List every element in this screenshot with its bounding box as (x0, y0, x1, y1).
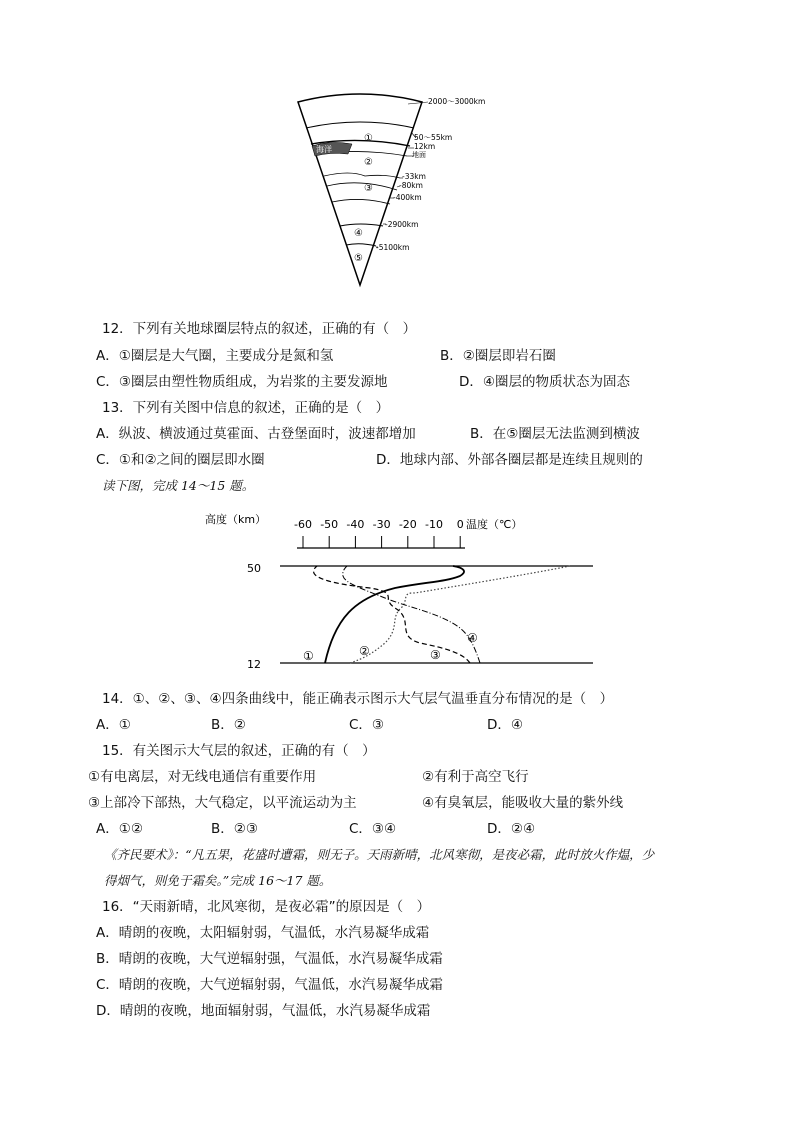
q14-option-d: D．④ (487, 717, 523, 733)
curve-mark-2: ② (359, 644, 370, 658)
q15-statement-4: ④有臭氧层，能吸收大量的紫外线 (422, 795, 624, 811)
depth-label: -2900km (385, 220, 419, 229)
q16-option-b: B．晴朗的夜晚，大气逆辐射强，气温低，水汽易凝华成霜 (96, 951, 443, 967)
depth-label: -5100km (376, 243, 410, 252)
q16-option-d: D．晴朗的夜晚，地面辐射弱，气温低，水汽易凝华成霜 (96, 1003, 431, 1019)
scale-tick-label: -20 (398, 518, 417, 531)
depth-label: 地面 (412, 151, 426, 159)
y-top-label: 50 (247, 562, 261, 575)
curve-mark-3: ③ (430, 648, 441, 662)
q14-stem: 14．①、②、③、④四条曲线中，能正确表示图示大气层气温垂直分布情况的是（ ） (102, 691, 614, 707)
y-bottom-label: 12 (247, 658, 261, 671)
q12-option-a: A．①圈层是大气圈，主要成分是氮和氢 (96, 348, 334, 364)
q12-stem: 12．下列有关地球圈层特点的叙述，正确的有（ ） (102, 321, 417, 337)
q13-option-d: D．地球内部、外部各圈层都是连续且规则的 (376, 452, 643, 468)
q15-stem: 15．有关图示大气层的叙述，正确的有（ ） (102, 743, 376, 759)
earth-layers-diagram (290, 90, 500, 290)
depth-label: -400km (393, 193, 422, 202)
depth-label: -80km (399, 181, 423, 190)
layer-mark-3: ③ (364, 183, 373, 194)
q12-option-c: C．③圈层由塑性物质组成，为岩浆的主要发源地 (96, 374, 388, 390)
scale-tick-label: 0 (456, 518, 464, 531)
q14-option-a: A．① (96, 717, 131, 733)
q14-option-b: B．② (211, 717, 246, 733)
ocean-label: 海洋 (316, 145, 332, 154)
depth-label: 12km (414, 142, 436, 151)
curve-mark-1: ① (303, 649, 314, 663)
q16-stem: 16．“天雨新晴，北风寒彻，是夜必霜”的原因是（ ） (102, 899, 431, 915)
scale-tick-label: -30 (372, 518, 391, 531)
q16-option-c: C．晴朗的夜晚，大气逆辐射弱，气温低，水汽易凝华成霜 (96, 977, 443, 993)
q16-option-a: A．晴朗的夜晚，太阳辐射弱，气温低，水汽易凝华成霜 (96, 925, 430, 941)
read-note: 读下图，完成 14～15 题。 (102, 478, 255, 493)
layer-mark-4: ④ (354, 228, 363, 239)
curve-mark-4: ④ (467, 631, 478, 645)
temperature-chart (195, 508, 605, 673)
passage-line-1: 《齐民要术》：“凡五果，花盛时遭霜，则无子。天雨新晴，北风寒彻，是夜必霜，此时放火作煴，少 (104, 847, 655, 862)
q12-option-b: B．②圈层即岩石圈 (440, 348, 556, 364)
scale-tick-label: -60 (294, 518, 312, 531)
q13-stem: 13．下列有关图中信息的叙述，正确的是（ ） (102, 400, 390, 416)
scale-tick-label: -10 (425, 518, 443, 531)
q13-option-b: B．在⑤圈层无法监测到横波 (470, 426, 640, 442)
q14-option-c: C．③ (349, 717, 385, 733)
layer-mark-1: ① (364, 133, 373, 144)
depth-label: -33km (402, 172, 426, 181)
layer-mark-2: ② (364, 157, 373, 168)
chart-xlabel: 温度（℃） (466, 518, 523, 531)
q15-option-c: C．③④ (349, 821, 397, 837)
q13-option-c: C．①和②之间的圈层即水圈 (96, 452, 265, 468)
depth-label: 50～55km (414, 133, 453, 142)
curve-2 (350, 566, 570, 663)
depth-label: 2000～3000km (428, 97, 486, 106)
scale-tick-label: -50 (320, 518, 339, 531)
q15-statement-1: ①有电离层，对无线电通信有重要作用 (88, 769, 317, 785)
q15-option-a: A．①② (96, 821, 143, 837)
q15-option-d: D．②④ (487, 821, 536, 837)
q15-statement-3: ③上部冷下部热，大气稳定，以平流运动为主 (88, 795, 357, 811)
q15-statement-2: ②有利于高空飞行 (422, 769, 529, 785)
curve-1 (325, 566, 464, 663)
scale-tick-label: -40 (346, 518, 365, 531)
chart-ylabel: 高度（km） (205, 513, 267, 526)
q15-option-b: B．②③ (211, 821, 258, 837)
passage-line-2: 得烟气，则免于霜矣。”完成 16～17 题。 (104, 873, 332, 888)
layer-mark-5: ⑤ (354, 253, 363, 264)
q12-option-d: D．④圈层的物质状态为固态 (459, 374, 630, 390)
q13-option-a: A．纵波、横波通过莫霍面、古登堡面时，波速都增加 (96, 426, 416, 442)
